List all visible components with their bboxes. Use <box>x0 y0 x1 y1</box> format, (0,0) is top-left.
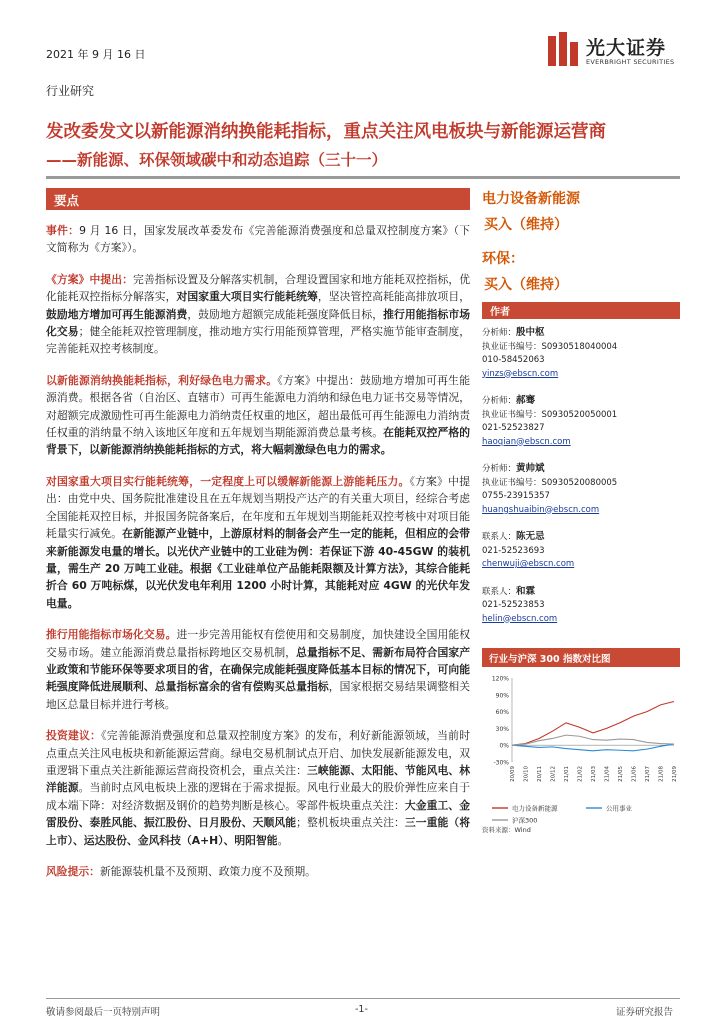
title-divider <box>46 176 680 179</box>
report-category: 行业研究 <box>46 84 95 98</box>
contact-email-link[interactable]: chenwuji@ebscn.com <box>482 559 575 569</box>
footer-divider <box>46 998 680 999</box>
page-number: -1- <box>355 1004 368 1015</box>
logo-text-cn: 光大证券 <box>586 37 667 59</box>
legend-label: 沪深300 <box>512 816 538 825</box>
rating-value-1: 买入（维持） <box>484 217 568 233</box>
legend-label: 电力设备新能源 <box>512 804 558 813</box>
report-title: 发改委发文以新能源消纳换能耗指标，重点关注风电板块与新能源运营商 <box>46 122 606 142</box>
analyst-email-link[interactable]: huangshuaibin@ebscn.com <box>482 504 600 515</box>
x-tick-label: 20/12 <box>550 766 557 782</box>
y-tick-label: 30% <box>495 725 509 733</box>
paragraph-investment: 投资建议：《完善能源消费强度和总量双控制度方案》的发布，利好新能源领域，当前时点重点关注风电板块和新能源运营商。绿电交易机制试点开启、加快发展新能源发电，双重逻辑下重点关注新能源运营商投资机会，重点关注：三峡能源、太阳能、节能风电、林洋能源。当前时点风电板块上涨的逻辑在于需求提振。风电行业最大的股价弹性应来自于成本端下降：对经济数据及钢价的趋势判断是核心。零部件板块重点关注：大金重工、金雷股份、泰胜风能、振江股份、日月股份、天顺风能；整机板块重点关注：三一重能（将上市）、运达股份、金风科技（A+H）、明阳智能。 <box>46 729 471 847</box>
analyst-card: 分析师：殷中枢 执业证书编号：S0930518040004 010-58452063 yinzs@ebscn.com <box>482 326 680 381</box>
legend-label: 公用事业 <box>606 804 632 813</box>
paragraph-risk: 风险提示：新能源装机量不及预期、政策力度不及预期。 <box>46 865 316 878</box>
main-content <box>46 222 470 894</box>
y-tick-label: 0% <box>499 742 509 750</box>
x-tick-label: 20/11 <box>537 766 543 782</box>
rating-sector-2: 环保： <box>482 251 524 267</box>
y-tick-label: 90% <box>495 692 509 700</box>
x-tick-label: 21/08 <box>658 766 665 782</box>
x-tick-label: 20/09 <box>510 766 516 782</box>
x-tick-label: 21/05 <box>618 766 624 782</box>
series-line <box>512 702 674 746</box>
y-tick-label: 120% <box>491 675 509 683</box>
paragraph-green-power: 以新能源消纳换能耗指标，利好绿色电力需求。《方案》中提出：鼓励地方增加可再生能源消费。根据各省（自治区、直辖市）可再生能源电力消纳和绿色电力证书交易等情况，对超额完成激励性可再生能源电力消纳责任权重的地区，超出最低可再生能源电力消纳责任权重的消纳量不纳入该地区年度和五年规划当期能源消费总量考核。在能耗双控严格的背景下，以新能源消纳换能耗指标的方式，将大幅刺激绿色电力的需求。 <box>46 373 471 457</box>
x-tick-label: 21/09 <box>672 766 678 782</box>
y-tick-label: -30% <box>493 759 509 767</box>
analyst-card: 分析师：郝骞 执业证书编号：S0930520050001 021-52523827 haoqian@ebscn.com <box>482 394 680 449</box>
analyst-email-link[interactable]: haoqian@ebscn.com <box>482 436 571 447</box>
contact-email-link[interactable]: helin@ebscn.com <box>482 613 558 624</box>
y-tick-label: 60% <box>495 709 509 717</box>
x-tick-label: 21/04 <box>604 766 611 782</box>
keypoints-header: 要点 <box>46 188 470 210</box>
index-comparison-chart <box>482 670 680 835</box>
x-tick-label: 21/03 <box>591 766 597 782</box>
paragraph-plan: 《方案》中提出：完善指标设置及分解落实机制，合理设置国家和地方能耗双控指标，优化能耗双控指标分解落实，对国家重大项目实行能耗统筹，坚决管控高耗能高排放项目，鼓励地方增加可再生能源消费，鼓励地方超额完成能耗强度降低目标，推行用能指标市场化交易；健全能耗双控管理制度，推动地方实行用能预算管理，严格实施节能审查制度，完善能耗双控考核制度。 <box>46 272 471 356</box>
logo-mark-icon <box>546 30 580 68</box>
report-date: 2021 年 9 月 16 日 <box>46 48 146 61</box>
x-tick-label: 20/10 <box>523 766 530 782</box>
logo-text-en: EVERBRIGHT SECURITIES <box>586 58 675 66</box>
analyst-card: 分析师：黄帅斌 执业证书编号：S0930520080005 0755-23915357 huangshuaibin@ebscn.com <box>482 462 680 517</box>
paragraph-event: 事件：9 月 16 日，国家发展改革委发布《完善能源消费强度和总量双控制度方案》（下文简称为《方案》）。 <box>46 224 470 255</box>
analyst-email-link[interactable]: yinzs@ebscn.com <box>482 368 559 379</box>
broker-logo <box>546 30 696 70</box>
paragraph-major-projects: 对国家重大项目实行能耗统筹，一定程度上可以缓解新能源上游能耗压力。《方案》中提出：由党中央、国务院批准建设且在五年规划当期投产达产的有关重大项目，经综合考虑全国能耗双控目标，并报国务院备案后，在年度和五年规划当期能耗双控考核中对项目能耗量实行减免。在新能源产业链中，上游原材料的制备会产生一定的能耗，但相应的会带来新能源发电量的增长。以光伏产业链中的工业硅为例：若保证下游 40-45GW 的装机量，需生产 20 万吨工业硅。根据《工业硅单位产品能耗限额及计算方法》，其综合能耗折合 60 万吨标煤，以光伏发电年利用 1200 小时计算，其能耗对应 4GW 的光伏年发电量。 <box>46 474 471 610</box>
paragraph-market-trading: 推行用能指标市场化交易。进一步完善用能权有偿使用和交易制度，加快建设全国用能权交易市场。建立能源消费总量指标跨地区交易机制，总量指标不足、需新布局符合国家产业政策和节能环保等要求项目的省，在确保完成能耗强度降低基本目标的情况下，可向能耗强度降低进展顺利、总量指标富余的省有偿购买总量指标，国家根据交易结果调整相关地区总量目标并进行考核。 <box>46 628 471 711</box>
chart-source: 资料来源：Wind <box>482 826 531 834</box>
x-tick-label: 21/06 <box>631 766 638 782</box>
footer-disclaimer: 敬请参阅最后一页特别声明 <box>46 1007 161 1018</box>
author-header: 作者 <box>482 302 680 319</box>
x-tick-label: 21/07 <box>645 766 651 782</box>
x-tick-label: 21/01 <box>564 766 570 782</box>
contact-card: 联系人：陈无忌 021-52523693 chenwuji@ebscn.com <box>482 530 680 572</box>
rating-value-2: 买入（维持） <box>484 277 568 293</box>
x-tick-label: 21/02 <box>577 766 584 782</box>
sidebar <box>482 188 680 626</box>
chart-header: 行业与沪深 300 指数对比图 <box>482 648 680 667</box>
footer-report-type: 证券研究报告 <box>616 1007 674 1018</box>
contact-card: 联系人：和霖 021-52523853 helin@ebscn.com <box>482 585 680 627</box>
report-subtitle: ——新能源、环保领域碳中和动态追踪（三十一） <box>46 151 388 169</box>
rating-sector-1: 电力设备新能源 <box>482 191 580 207</box>
series-line <box>512 735 674 745</box>
